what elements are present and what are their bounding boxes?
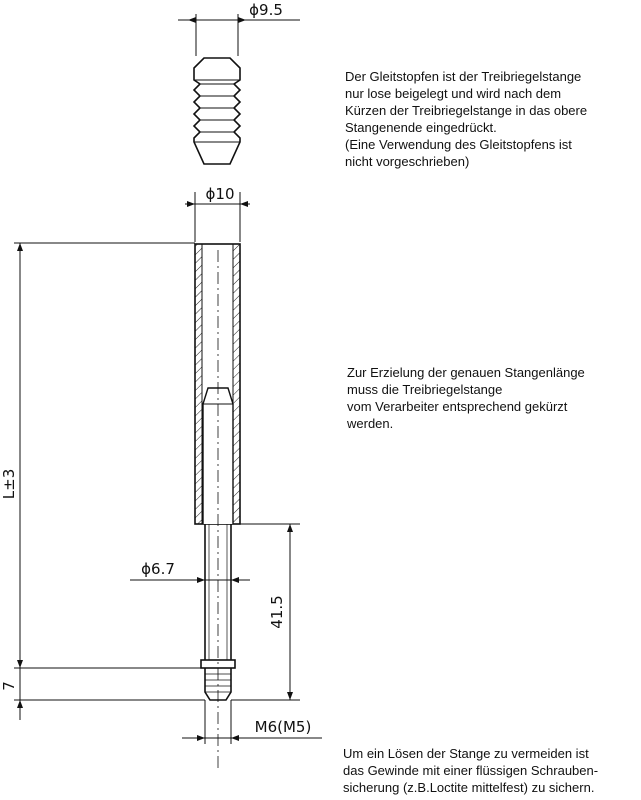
end-length-label: 7 [0, 681, 18, 691]
thread-length-dimension [231, 524, 300, 700]
thread-lock-note: Um ein Lösen der Stange zu vermeiden ist das Gewinde mit einer flüssigen Schrauben- sicherung (z.B.Loctite mittelfest) zu sichern. [343, 746, 599, 795]
rod-diameter-label: ϕ6.7 [141, 560, 175, 578]
tube-section [195, 244, 240, 770]
end-length-dimension [14, 668, 205, 720]
thread-label: M6(M5) [254, 718, 312, 736]
slide-plug-note: Der Gleitstopfen ist der Treibriegelstange nur lose beigelegt und wird nach dem Kürzen der Treibriegelstange in das obere Stangenende eingedrückt. (Eine Verwendung des Gleitstopfens ist nicht vorgeschrieben) [345, 69, 588, 169]
length-dimension [14, 243, 201, 668]
tube-diameter-label: ϕ10 [205, 185, 235, 203]
slide-plug [178, 14, 300, 164]
length-label: L±3 [0, 468, 18, 500]
thread-length-label: 41.5 [268, 595, 286, 629]
length-note: Zur Erzielung der genauen Stangenlänge muss die Treibriegelstange vom Verarbeiter entsprechend gekürzt werden. [347, 365, 585, 431]
slide-plug-diameter-label: ϕ9.5 [249, 1, 283, 19]
